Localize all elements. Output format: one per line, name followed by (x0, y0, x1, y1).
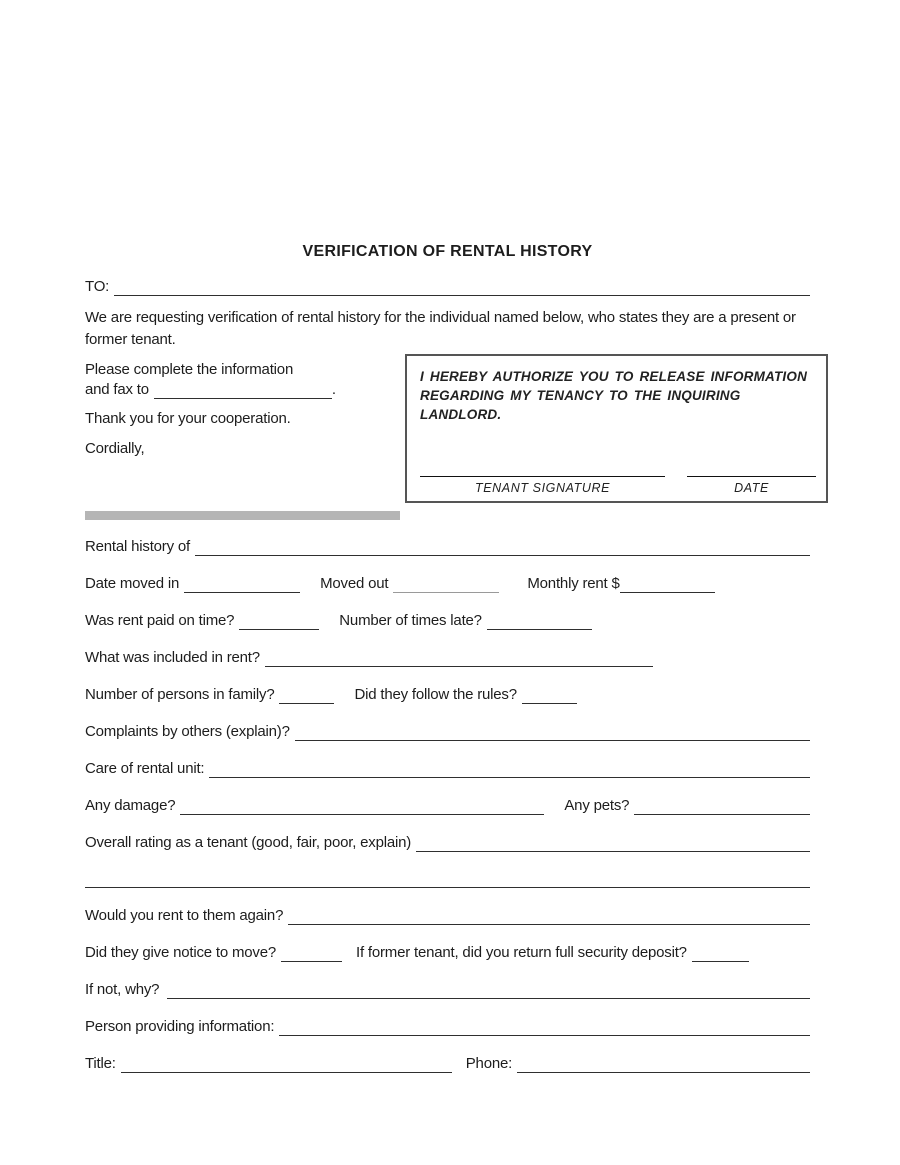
rent-again-label: Would you rent to them again? (85, 907, 284, 924)
notice-to-move-line[interactable] (281, 944, 342, 962)
any-pets-line[interactable] (634, 797, 810, 815)
moved-out-line[interactable] (393, 575, 499, 593)
person-providing-label: Person providing information: (85, 1018, 275, 1035)
any-damage-line[interactable] (180, 797, 544, 815)
tenant-signature-line[interactable] (420, 476, 665, 477)
person-providing-row (85, 1017, 810, 1036)
phone-line[interactable] (517, 1055, 810, 1073)
date-label: DATE (734, 481, 769, 495)
date-moved-in-label: Date moved in (85, 575, 180, 592)
security-deposit-line[interactable] (692, 944, 749, 962)
complaints-label: Complaints by others (explain)? (85, 723, 290, 740)
monthly-rent-label: Monthly rent $ (527, 575, 620, 592)
rent-again-line[interactable] (288, 907, 810, 925)
overall-rating-label: Overall rating as a tenant (good, fair, poor, explain) (85, 834, 412, 851)
rent-again-row (85, 906, 810, 925)
tenant-signature-field (420, 476, 665, 495)
to-label: TO: (85, 278, 110, 295)
rent-timeliness-row (85, 611, 810, 630)
overall-rating-continuation-line[interactable] (85, 870, 810, 888)
follow-rules-label: Did they follow the rules? (354, 686, 517, 703)
person-providing-line[interactable] (279, 1018, 810, 1036)
care-of-unit-row (85, 759, 810, 778)
to-input-line[interactable] (114, 278, 810, 296)
rent-paid-on-time-line[interactable] (239, 612, 319, 630)
authorization-box (405, 354, 828, 503)
date-line[interactable] (687, 476, 816, 477)
complete-info-text: Please complete the information (85, 361, 294, 378)
care-of-unit-label: Care of rental unit: (85, 760, 205, 777)
monthly-rent-line[interactable] (620, 575, 715, 593)
to-field-row (85, 277, 810, 296)
fax-number-line[interactable] (154, 381, 332, 399)
overall-rating-row (85, 833, 810, 852)
overall-rating-continuation-row (85, 870, 810, 888)
times-late-label: Number of times late? (339, 612, 482, 629)
rental-history-of-row (85, 537, 810, 556)
fax-label: and fax to (85, 381, 149, 398)
move-dates-row (85, 574, 810, 593)
title-and-phone-row (85, 1054, 810, 1073)
form-content (85, 0, 810, 1073)
date-moved-in-line[interactable] (184, 575, 300, 593)
included-in-rent-line[interactable] (265, 649, 653, 667)
rental-history-of-line[interactable] (195, 538, 810, 556)
any-pets-label: Any pets? (564, 797, 630, 814)
notice-and-deposit-row (85, 943, 810, 962)
authorization-statement: I HEREBY AUTHORIZE YOU TO RELEASE INFORMATION REGARDING MY TENANCY TO THE INQUIRING LANDLORD. (420, 369, 808, 422)
thanks-text: Thank you for your cooperation. (85, 410, 291, 427)
signature-row (420, 476, 816, 495)
times-late-line[interactable] (487, 612, 592, 630)
phone-label: Phone: (465, 1055, 513, 1072)
complaints-line[interactable] (295, 723, 810, 741)
cover-letter-column (85, 354, 405, 458)
if-not-why-label: If not, why? (85, 981, 160, 998)
tenant-signature-label: TENANT SIGNATURE (474, 481, 611, 495)
moved-out-label: Moved out (320, 575, 389, 592)
request-paragraph: We are requesting verification of rental history for the individual named below, who states they are a present or former tenant. (85, 309, 796, 348)
title-line[interactable] (121, 1055, 452, 1073)
included-in-rent-label: What was included in rent? (85, 649, 260, 666)
damage-and-pets-row (85, 796, 810, 815)
closing-text: Cordially, (85, 440, 145, 457)
fax-field-row (85, 380, 405, 399)
page-title: VERIFICATION OF RENTAL HISTORY (302, 243, 593, 260)
date-field (687, 476, 816, 495)
follow-rules-line[interactable] (522, 686, 577, 704)
if-not-why-line[interactable] (167, 981, 810, 999)
care-of-unit-line[interactable] (209, 760, 810, 778)
rent-paid-on-time-label: Was rent paid on time? (85, 612, 235, 629)
family-and-rules-row (85, 685, 810, 704)
complaints-row (85, 722, 810, 741)
rental-history-of-label: Rental history of (85, 538, 190, 555)
any-damage-label: Any damage? (85, 797, 176, 814)
intro-and-authorization-section (85, 354, 828, 503)
section-divider-bar (85, 511, 400, 520)
if-not-why-row (85, 980, 810, 999)
title-label: Title: (85, 1055, 116, 1072)
included-in-rent-row (85, 648, 810, 667)
persons-in-family-label: Number of persons in family? (85, 686, 275, 703)
overall-rating-line[interactable] (416, 834, 810, 852)
persons-in-family-line[interactable] (279, 686, 334, 704)
notice-to-move-label: Did they give notice to move? (85, 944, 276, 961)
fax-period: . (331, 381, 336, 398)
security-deposit-label: If former tenant, did you return full security deposit? (355, 944, 687, 961)
